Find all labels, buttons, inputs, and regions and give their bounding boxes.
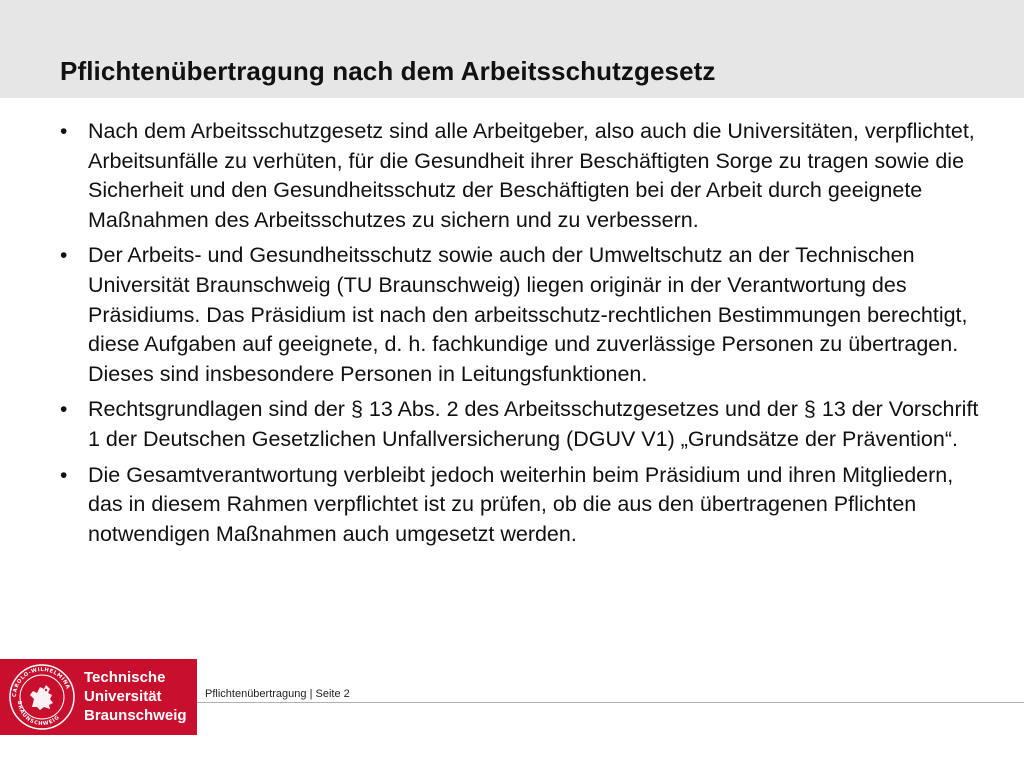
university-name-line: Universität — [84, 688, 162, 705]
bullet-list — [60, 117, 980, 555]
bullet-text: Die Gesamtverantwortung verbleibt jedoch weiterhin beim Präsidium und ihren Mitgliedern, das in diesem Rahmen verpflichtet ist zu prüfen, ob die aus den übertragenen Pflichten notwendigen Maßnahmen auch umgesetzt werden. — [88, 462, 954, 546]
university-name-line: Braunschweig — [84, 707, 187, 724]
bullet-item — [60, 241, 980, 389]
bullet-marker: • — [60, 398, 68, 422]
slide-title: Pflichtenübertragung nach dem Arbeitsschutzgesetz — [60, 56, 716, 86]
bullet-item — [60, 461, 980, 550]
footer-divider — [197, 702, 1024, 703]
svg-text:BRAUNSCHWEIG: BRAUNSCHWEIG — [15, 700, 62, 728]
bullet-item — [60, 117, 980, 235]
bullet-marker: • — [60, 120, 68, 143]
svg-text:CAROLO-WILHELMINA: CAROLO-WILHELMINA — [11, 666, 71, 698]
bullet-item — [60, 395, 980, 454]
bullet-text: Nach dem Arbeitsschutzgesetz sind alle Arbeitgeber, also auch die Universitäten, verpflichtet, Arbeitsunfälle zu verhüten, für die Gesundheit ihrer Beschäftigten Sorge zu tragen sowie die Sicherheit und den Gesundheitsschutz der Beschäftigten bei der Arbeit durch geeignete Maßnahmen des Arbeitsschutzes zu sichern und zu verbessern. — [88, 119, 975, 232]
university-name — [84, 668, 187, 725]
university-name-line: Technische — [84, 669, 166, 686]
bullet-text: Rechtsgrundlagen sind der § 13 Abs. 2 des Arbeitsschutzgesetzes und der § 13 der Vorschrift 1 der Deutschen Gesetzlichen Unfallversicherung (DGUV V1) „Grundsätze der Prävention“. — [88, 397, 979, 451]
bullet-marker: • — [60, 463, 68, 487]
footer-page-info: Pflichtenübertragung | Seite 2 — [205, 688, 350, 700]
tu-braunschweig-seal-icon — [8, 663, 76, 731]
bullet-marker: • — [60, 244, 68, 268]
university-logo — [0, 659, 197, 735]
bullet-text: Der Arbeits- und Gesundheitsschutz sowie auch der Umweltschutz an der Technischen Universität Braunschweig (TU Braunschweig) liegen originär in der Verantwortung des Präsidiums. Das Präsidium ist nach den arbeitsschutz-rechtlichen Bestimmungen berechtigt, diese Aufgaben auf geeignete, d. h. fachkundige und zuverlässige Personen zu übertragen. Dieses sind insbesondere Personen in Leitungsfunktionen. — [88, 243, 968, 386]
